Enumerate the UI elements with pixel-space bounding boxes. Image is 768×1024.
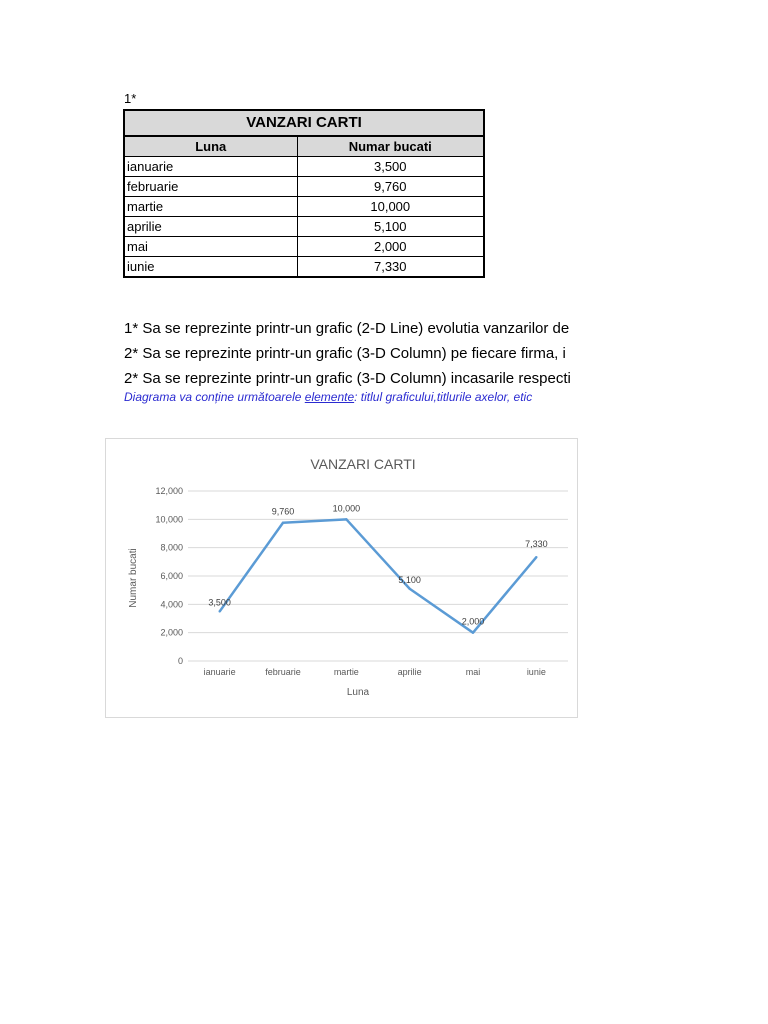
data-label: 7,330 xyxy=(525,539,548,550)
month-cell: ianuarie xyxy=(124,157,297,177)
data-point xyxy=(472,631,474,633)
note-text: Diagrama va conține următoarele xyxy=(124,390,305,404)
quantity-cell: 10,000 xyxy=(297,197,484,217)
month-cell: februarie xyxy=(124,177,297,197)
month-cell: iunie xyxy=(124,257,297,278)
table-row xyxy=(124,177,484,197)
data-point xyxy=(282,522,284,524)
table-title: VANZARI CARTI xyxy=(124,110,484,136)
x-tick-label: aprilie xyxy=(397,667,422,677)
chart-requirements-note xyxy=(124,390,604,404)
month-cell: aprilie xyxy=(124,217,297,237)
y-tick-label: 10,000 xyxy=(155,514,183,525)
data-label: 2,000 xyxy=(461,616,485,627)
y-tick-label: 0 xyxy=(177,656,183,666)
quantity-cell: 7,330 xyxy=(297,257,484,278)
x-tick-label: mai xyxy=(465,667,481,677)
task-number: 1* xyxy=(124,91,137,106)
column-header-quantity: Numar bucati xyxy=(297,136,484,157)
x-tick-label: martie xyxy=(333,667,359,677)
y-tick-label: 12,000 xyxy=(155,486,183,496)
instruction-line-2: 2* Sa se reprezinte printr-un grafic (3-D Column) pe fiecare firma, i xyxy=(124,345,566,362)
x-axis-title: Luna xyxy=(346,687,370,698)
sales-table xyxy=(123,109,485,278)
data-label: 10,000 xyxy=(332,503,361,514)
quantity-cell: 9,760 xyxy=(297,177,484,197)
y-tick-label: 8,000 xyxy=(160,542,183,553)
quantity-cell: 5,100 xyxy=(297,217,484,237)
table-row xyxy=(124,157,484,177)
table-row xyxy=(124,237,484,257)
table-row xyxy=(124,197,484,217)
y-tick-label: 4,000 xyxy=(160,599,183,610)
x-tick-label: iunie xyxy=(526,667,546,677)
data-label: 9,760 xyxy=(271,506,295,517)
month-cell: martie xyxy=(124,197,297,217)
data-point xyxy=(218,610,220,612)
x-tick-label: februarie xyxy=(265,667,301,677)
quantity-cell: 3,500 xyxy=(297,157,484,177)
line-chart[interactable] xyxy=(105,438,578,718)
data-point xyxy=(535,556,537,558)
chart-title: VANZARI CARTI xyxy=(310,456,416,472)
instruction-line-1: 1* Sa se reprezinte printr-un grafic (2-D Line) evolutia vanzarilor de xyxy=(124,320,570,337)
data-point xyxy=(345,518,347,520)
x-tick-label: ianuarie xyxy=(203,667,236,677)
table-row xyxy=(124,217,484,237)
note-underlined-text: elemente xyxy=(304,390,355,404)
month-cell: mai xyxy=(124,237,297,257)
y-tick-label: 6,000 xyxy=(160,571,183,581)
chart-canvas xyxy=(106,439,577,717)
y-tick-label: 2,000 xyxy=(160,627,183,638)
y-axis-title: Numar bucati xyxy=(128,548,139,608)
data-label: 5,100 xyxy=(398,574,421,585)
table-row xyxy=(124,257,484,278)
data-label: 3,500 xyxy=(208,597,231,608)
instruction-line-3: 2* Sa se reprezinte printr-un grafic (3-D Column) incasarile respecti xyxy=(124,370,571,387)
quantity-cell: 2,000 xyxy=(297,237,484,257)
note-text-end: : titlul graficului,titlurile axelor, etic xyxy=(354,390,533,404)
data-point xyxy=(408,588,410,590)
column-header-month: Luna xyxy=(124,136,297,157)
